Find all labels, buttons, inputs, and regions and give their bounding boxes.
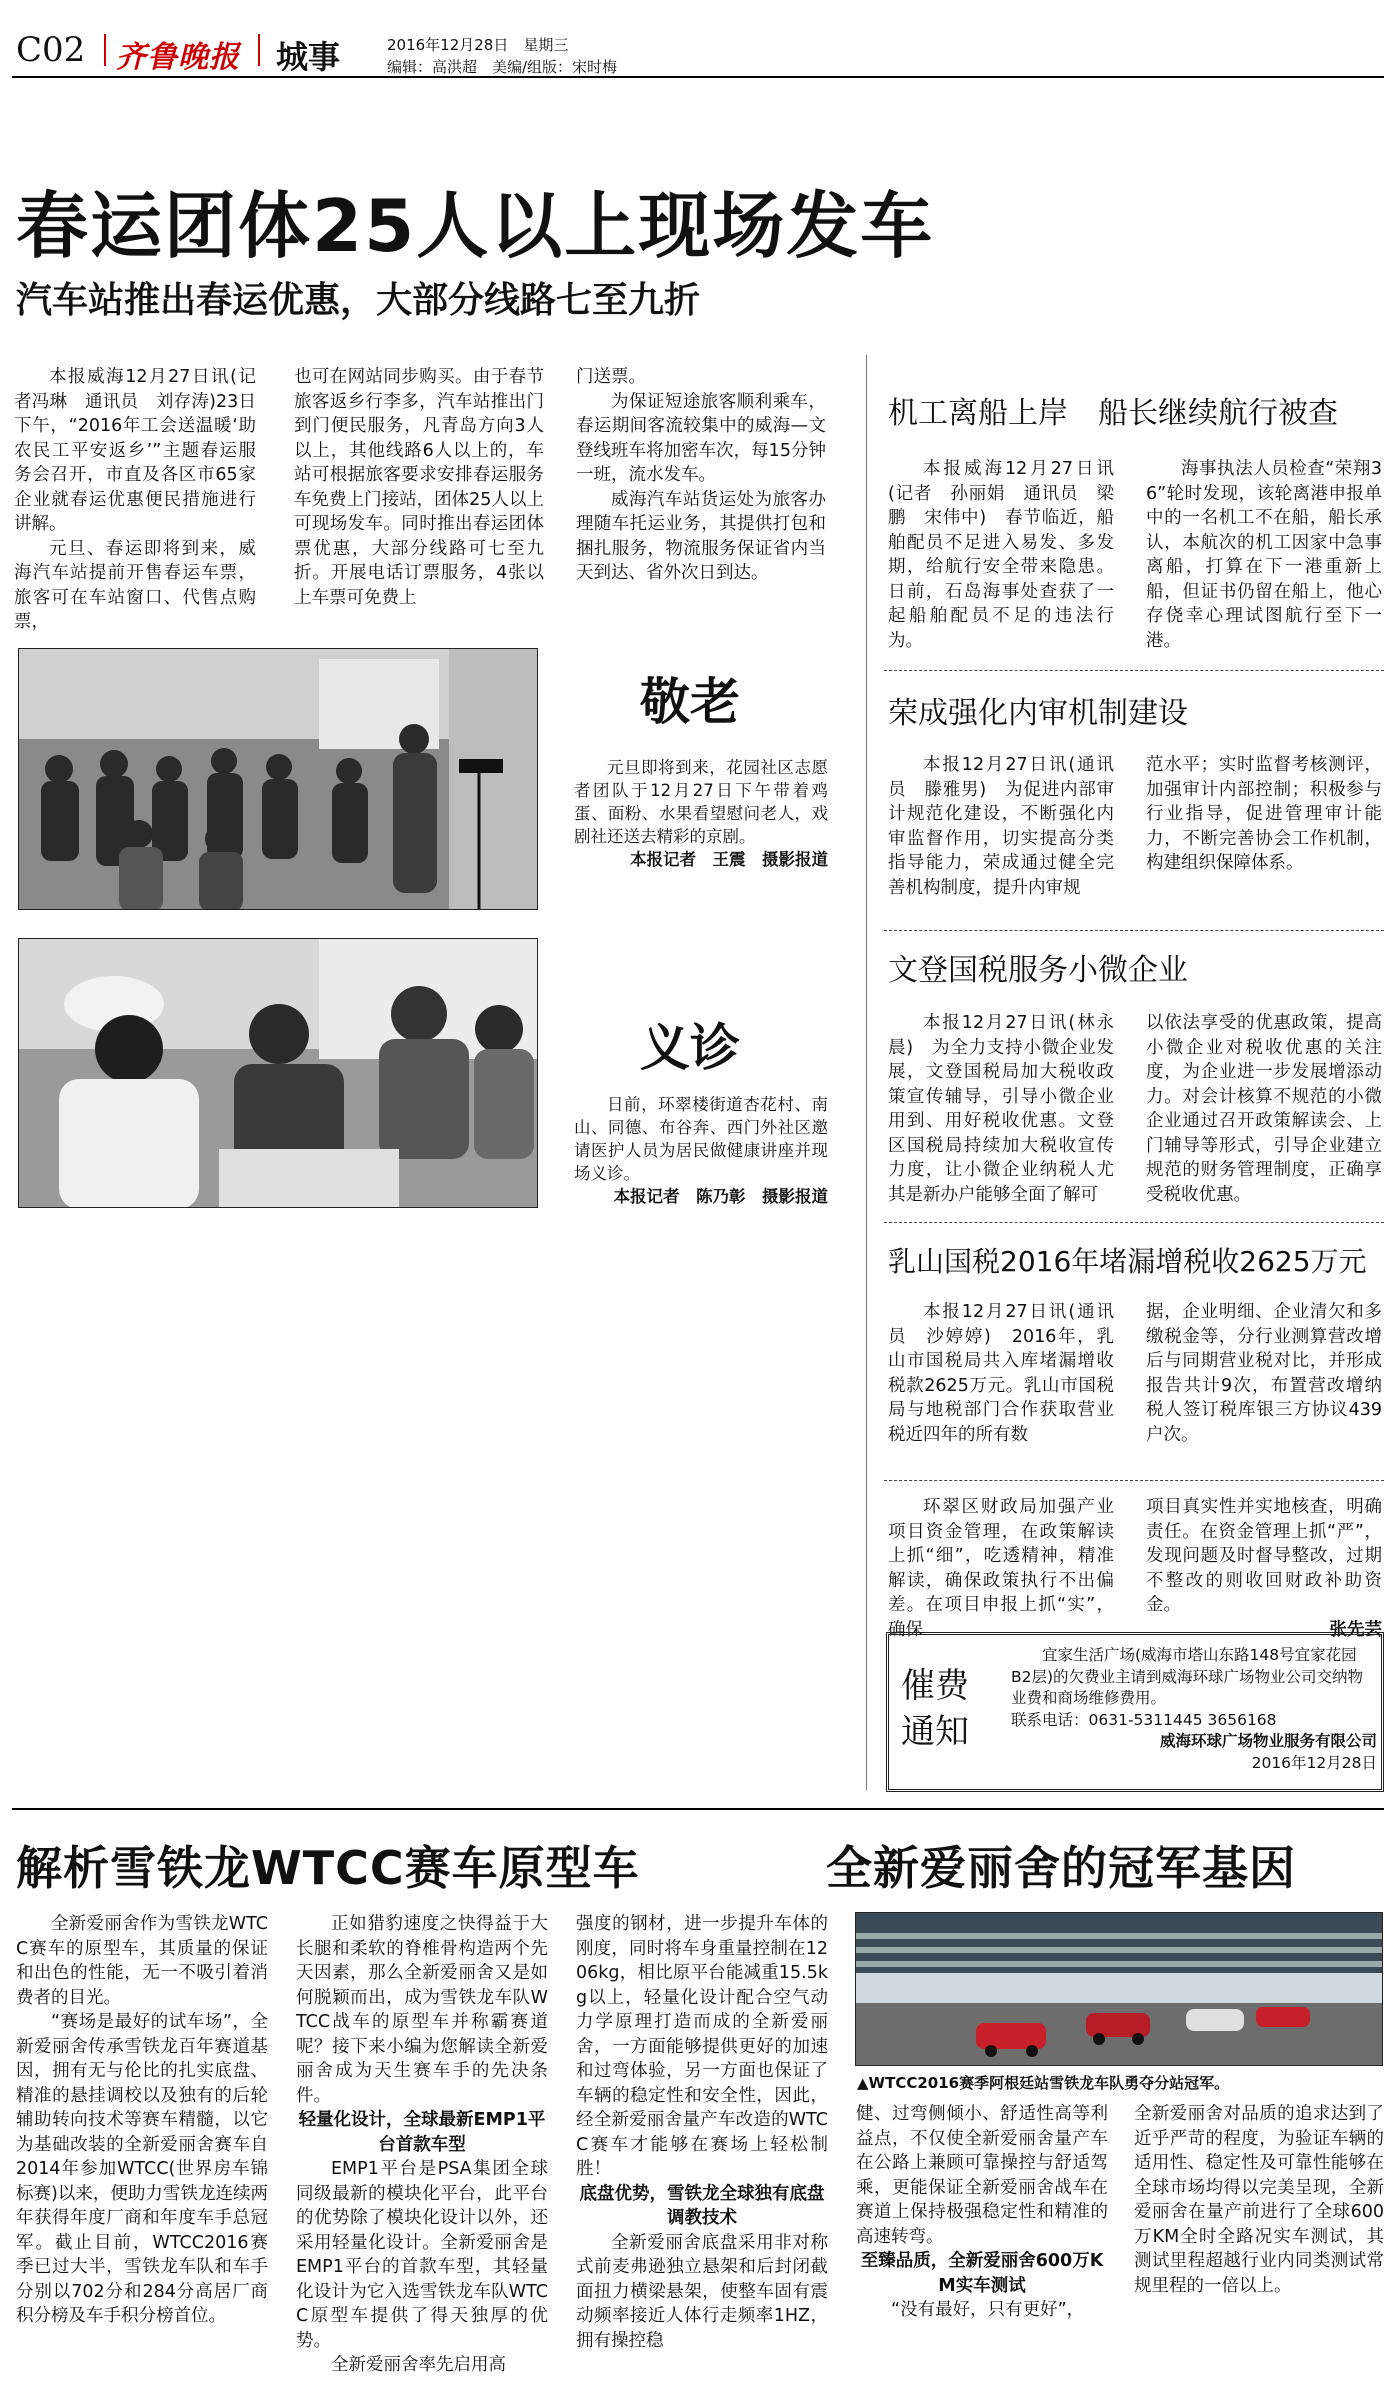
brief3-text: 本报12月27日讯(林永晨) 为全力支持小微企业发展，文登国税局加大税收政策宣传辅导，引导小微企业用到、用好税收优惠。文登区国税局持续加大税收宣传力度，让小微企业纳税人尤其是新办户能够全面了解可 [888, 1013, 1114, 1205]
masthead-divider [104, 34, 106, 66]
column-divider [866, 355, 867, 1790]
photo-free-clinic [18, 938, 538, 1208]
ad-paragraph: “没有最好，只有更好”， [891, 2300, 1085, 2320]
ad-paragraph: “赛场是最好的试车场”，全新爱丽舍传承雪铁龙百年赛道基因，拥有无与伦比的扎实底盘、精准的悬挂调校以及独有的后轮辅助转向技术等赛车精髓，以它为基础改装的全新爱丽舍赛车自2014年参加WTCC(世界房车锦标赛)以来，便助力雪铁龙连续两年获得年度厂商和年度车手总冠军。截止目前，WTCC2016赛季已过大半，雪铁龙车队和车手分别以702分和284分高居厂商积分榜及车手积分榜首位。 [16, 2012, 268, 2326]
photo1-caption-title: 敬老 [640, 673, 740, 731]
photo-elderly-visit-image [19, 649, 538, 910]
brief4-column-1 [888, 1300, 1114, 1447]
lead-paragraph: 为保证短途旅客顺利乘车，春运期间客流较集中的威海—文登线班车将加密车次，每15分钟一班，流水发车。 [576, 391, 826, 485]
lead-headline: 春运团体25人以上现场发车 [16, 184, 935, 268]
photo2-caption-body: 日前，环翠楼街道杏花村、南山、同德、布谷奔、西门外社区邀请医护人员为居民做健康讲座并现场义诊。 [574, 1095, 828, 1183]
ad-paragraph: 全新爱丽舍底盘采用非对称式前麦弗逊独立悬架和后封闭截面扭力横梁悬架，使整车固有震动频率接近人体行走频率1HZ，拥有操控稳 [576, 2232, 828, 2351]
ad-column-5 [1134, 2102, 1384, 2298]
ad-paragraph: 强度的钢材，进一步提升车体的刚度，同时将车身重量控制在1206kg，相比原平台能减重15.5kg以上，轻量化设计配合空气动力学原理打造而成的全新爱丽舍，一方面能够提供更好的加速和过弯体验，另一方面也保证了车辆的稳定性和安全性，因此，经全新爱丽舍量产车改造的WTCC赛车才能够在赛场上轻松制胜！ [576, 1914, 828, 2179]
ad-paragraph: 全新爱丽舍率先启用高 [331, 2355, 506, 2375]
brief4-text: 本报12月27日讯(通讯员 沙婷婷) 2016年，乳山市国税局共入库堵漏增收税款2625万元。乳山市国税局与地税部门合作获取营业税近四年的所有数 [888, 1302, 1114, 1445]
editor-line: 编辑：高洪超 美编/组版：宋时梅 [387, 58, 618, 76]
ad-paragraph: EMP1平台是PSA集团全球同级最新的模块化平台，此平台的优势除了模块化设计以外，还采用轻量化设计。全新爱丽舍是EMP1平台的首款车型，其轻量化设计为它入选雪铁龙车队WTCC原型车提供了得天独厚的优势。 [296, 2159, 548, 2351]
lead-paragraph: 威海汽车站货运处为旅客办理随车托运业务，其提供打包和捆扎服务，物流服务保证省内当天到达、省外次日到达。 [576, 489, 826, 583]
brief5-column-1 [888, 1495, 1114, 1642]
brief1-column-1 [888, 457, 1114, 653]
brief2-text: 范水平；实时监督考核测评，加强审计内部控制；积极参与行业指导，促进管理审计能力，不断完善协会工作机制，构建组织保障体系。 [1146, 755, 1382, 873]
lead-paragraph: 门送票。 [576, 367, 646, 387]
race-photo-image [856, 1913, 1383, 2066]
photo1-credit: 本报记者 王震 摄影报道 [630, 850, 828, 869]
brief-divider [884, 930, 1384, 931]
ad-subhead: 底盘优势，雪铁龙全球独有底盘调教技术 [579, 2183, 825, 2228]
brief-divider [884, 670, 1384, 671]
brief4-text: 据，企业明细、企业清欠和多缴税金等，分行业测算营改增后与同期营业税对比，并形成报告共计9次，布置营改增纳税人签订税库银三方协议439户次。 [1146, 1302, 1382, 1445]
paper-logo: 齐鲁晚报 [116, 40, 240, 75]
lead-paragraph: 也可在网站同步购买。由于春节旅客返乡行李多，汽车站推出门到门便民服务，凡青岛方向3人以上，其他线路6人以上的，车站可根据旅客要求安排春运服务车免费上门接站，团体25人以上可现场发车。同时推出春运团体票优惠，大部分线路可七至九折。开展电话订票服务，4张以上车票可免费上 [294, 367, 544, 608]
ad-headline-right: 全新爱丽舍的冠军基因 [826, 1841, 1296, 1895]
lead-column-3 [576, 365, 826, 586]
notice-company: 威海环球广场物业服务有限公司 [1159, 1732, 1377, 1750]
notice-phone: 联系电话：0631-5311445 3656168 [1011, 1710, 1277, 1729]
photo-free-clinic-image [19, 939, 538, 1208]
date-line: 2016年12月28日 星期三 [387, 36, 569, 54]
brief5-text: 环翠区财政局加强产业项目资金管理，在政策解读上抓“细”，吃透精神，精准解读，确保政策执行不出偏差。在项目申报上抓“实”，确保 [888, 1497, 1114, 1640]
ad-subhead: 轻量化设计，全球最新EMP1平台首款车型 [298, 2110, 546, 2155]
brief4-column-2 [1146, 1300, 1382, 1447]
ad-subhead: 至臻品质，全新爱丽舍600万KM实车测试 [860, 2251, 1104, 2296]
brief-divider [884, 1222, 1384, 1223]
photo1-caption [574, 756, 828, 871]
ad-headline-left: 解析雪铁龙WTCC赛车原型车 [16, 1841, 640, 1895]
race-photo [855, 1912, 1383, 2066]
notice-body: 宜家生活广场(威海市塔山东路148号宜家花园B2层)的欠费业主请到威海环球广场物业公司交纳物业费和商场维修费用。 [1011, 1646, 1364, 1707]
brief2-column-1 [888, 753, 1114, 900]
masthead-rule [12, 76, 1384, 78]
brief2-column-2 [1146, 753, 1382, 876]
page-number: C02 [16, 30, 86, 70]
masthead-divider [258, 34, 260, 66]
brief4-title: 乳山国税2016年堵漏增税收2625万元 [888, 1245, 1367, 1278]
brief2-title: 荣成强化内审机制建设 [888, 696, 1188, 731]
notice-title-line: 通知 [901, 1712, 969, 1752]
lead-paragraph: 本报威海12月27日讯(记者冯琳 通讯员 刘存涛)23日下午，“2016年工会送温暖‘助农民工平安返乡’”主题春运服务会召开，市直及各区市65家企业就春运优惠便民措施进行讲解。 [14, 367, 256, 534]
brief3-column-1 [888, 1011, 1114, 1207]
brief1-text: 本报威海12月27日讯(记者 孙丽娟 通讯员 梁鹏 宋伟中) 春节临近，船舶配员不足进入易发、多发期，给航行安全带来隐患。日前，石岛海事处查获了一起船舶配员不足的违法行为。 [888, 459, 1114, 651]
notice-title [901, 1663, 969, 1755]
brief1-text: 海事执法人员检查“荣翔36”轮时发现，该轮离港申报单中的一名机工不在船，船长承认，本航次的机工因家中急事离船，打算在下一港重新上船，但证书仍留在船上，他心存侥幸心理试图航行至下一港。 [1146, 459, 1382, 651]
brief5-byline: 张先芸 [1329, 1619, 1382, 1640]
masthead [12, 14, 1384, 76]
brief3-title: 文登国税服务小微企业 [888, 953, 1188, 988]
payment-notice [886, 1632, 1384, 1792]
ad-paragraph: 正如猎豹速度之快得益于大长腿和柔软的脊椎骨构造两个先天因素，那么全新爱丽舍又是如何脱颖而出，成为雪铁龙车队WTCC战车的原型车并称霸赛道呢？接下来小编为您解读全新爱丽舍成为天生赛车手的先决条件。 [296, 1914, 548, 2106]
race-photo-caption: ▲WTCC2016赛季阿根廷站雪铁龙车队勇夺分站冠军。 [857, 2074, 1230, 2092]
ad-column-1 [16, 1912, 268, 2329]
brief1-title: 机工离船上岸 船长继续航行被查 [888, 396, 1338, 431]
ad-paragraph: 健、过弯侧倾小、舒适性高等利益点，不仅使全新爱丽舍量产车在公路上兼顾可靠操控与舒适驾乘，更能保证全新爱丽舍战车在赛道上保持极强稳定性和精准的高速转弯。 [856, 2104, 1108, 2247]
section-rule [12, 1808, 1384, 1810]
notice-title-line: 催费 [901, 1666, 969, 1706]
brief3-column-2 [1146, 1011, 1382, 1207]
notice-date: 2016年12月28日 [1251, 1753, 1377, 1772]
photo2-credit: 本报记者 陈乃彰 摄影报道 [613, 1187, 828, 1206]
brief3-text: 以依法享受的优惠政策，提高小微企业对税收优惠的关注度，为企业进一步发展增添动力。对会计核算不规范的小微企业通过召开政策解读会、上门辅导等形式，引导企业建立规范的财务管理制度，正确享受税收优惠。 [1146, 1013, 1382, 1205]
brief2-text: 本报12月27日讯(通讯员 滕雅男) 为促进内部审计规范化建设，不断强化内审监督作用，切实提高分类指导能力，荣成通过健全完善机构制度，提升内审规 [888, 755, 1114, 898]
brief-divider [884, 1480, 1384, 1481]
lead-subhead: 汽车站推出春运优惠，大部分线路七至九折 [16, 280, 701, 321]
brief5-text: 项目真实性并实地核查，明确责任。在资金管理上抓“严”，发现问题及时督导整改，过期不整改的则收回财政补助资金。 [1146, 1497, 1382, 1615]
ad-paragraph: 全新爱丽舍对品质的追求达到了近乎严苛的程度，为验证车辆的适用性、稳定性及可靠性能够在全球市场均得以完美呈现，全新爱丽舍在量产前进行了全球600万KM全时全路况实车测试，其测试里程超越行业内同类测试常规里程的一倍以上。 [1134, 2104, 1384, 2296]
lead-paragraph: 元旦、春运即将到来，威海汽车站提前开售春运车票，旅客可在车站窗口、代售点购票， [14, 538, 256, 632]
brief1-column-2 [1146, 457, 1382, 653]
brief5-column-2 [1146, 1495, 1382, 1642]
section-name: 城事 [276, 38, 341, 76]
photo1-caption-body: 元旦即将到来，花园社区志愿者团队于12月27日下午带着鸡蛋、面粉、水果看望慰问老人，戏剧社还送去精彩的京剧。 [574, 758, 828, 846]
photo2-caption [574, 1093, 828, 1208]
lead-column-2 [294, 365, 544, 610]
lead-column-1 [14, 365, 256, 635]
ad-column-3 [576, 1912, 828, 2353]
photo-elderly-visit [18, 648, 538, 910]
photo2-caption-title: 义诊 [640, 1019, 740, 1077]
notice-body-block [1011, 1645, 1377, 1774]
ad-paragraph: 全新爱丽舍作为雪铁龙WTCC赛车的原型车，其质量的保证和出色的性能，无一不吸引着消费者的目光。 [16, 1914, 268, 2008]
ad-column-2 [296, 1912, 548, 2378]
ad-column-4 [856, 2102, 1108, 2323]
